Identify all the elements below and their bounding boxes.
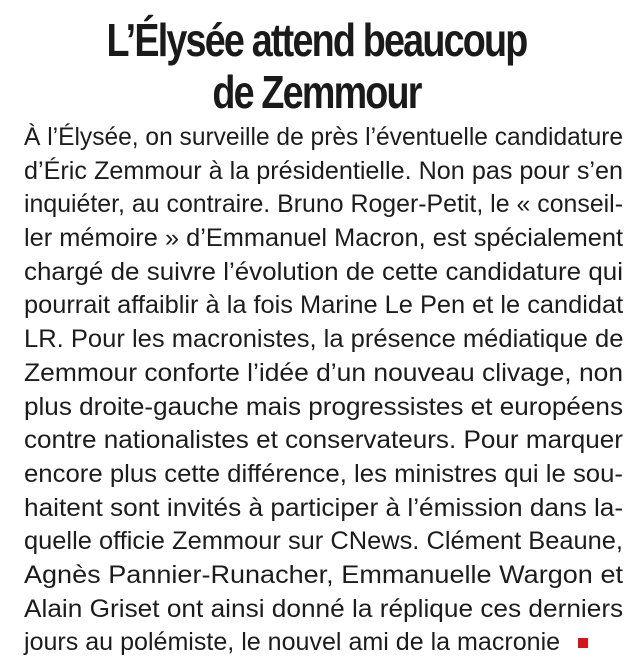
body-line [24,289,623,323]
body-line-text: encore plus cette différence, les ministres qui le sou- [24,459,623,488]
body-line [24,188,623,222]
headline-line-1: L’Élysée attend beaucoup [106,14,527,66]
headline [57,14,576,118]
body-line [24,256,623,290]
body-line [24,424,623,458]
article-body [24,121,623,660]
body-line-text: jours au polémiste, le nouvel ami de la macronie [24,628,561,657]
body-line-text: Agnès Pannier-Runacher, Emmanuelle Wargon et [24,560,623,589]
body-line-text: Zemmour conforte l’idée d’un nouveau clivage, non [24,358,624,387]
body-line-text: d’Éric Zemmour à la présidentielle. Non pas pour s’en [24,156,623,185]
end-of-article-square-icon [578,638,588,648]
body-line-text: quelle officie Zemmour sur CNews. Clément Beaune, [24,527,623,556]
body-line-text: ler mémoire » d’Emmanuel Macron, est spécialement [24,224,623,253]
body-line-text: LR. Pour les macronistes, la présence médiatique de [24,325,624,354]
body-line-text: contre nationalistes et conservateurs. Pour marquer [24,426,623,455]
body-line [24,559,623,593]
body-line-text: Alain Griset ont ainsi donné la réplique ces derniers [24,594,624,623]
body-line [24,357,623,391]
body-line-last [24,626,623,660]
body-line-text: plus droite-gauche mais progressistes et européens [24,392,623,421]
body-line [24,121,623,155]
body-line-text: inquiéter, au contraire. Bruno Roger-Petit, le « conseil- [24,190,623,219]
body-line-text: À l’Élysée, on surveille de près l’éventuelle candidature [24,123,624,151]
body-line [24,222,623,256]
body-line [24,323,623,357]
body-line [24,593,623,627]
body-line-text: haitent sont invités à participer à l’émission dans la- [24,493,624,522]
body-line-text: pourrait affaiblir à la fois Marine Le Pen et le candidat [24,291,624,320]
body-line [24,492,623,526]
body-line [24,155,623,189]
body-line [24,391,623,425]
headline-line-2: de Zemmour [212,66,421,118]
body-line [24,458,623,492]
body-line-text: chargé de suivre l’évolution de cette candidature qui [24,257,623,286]
body-line [24,525,623,559]
